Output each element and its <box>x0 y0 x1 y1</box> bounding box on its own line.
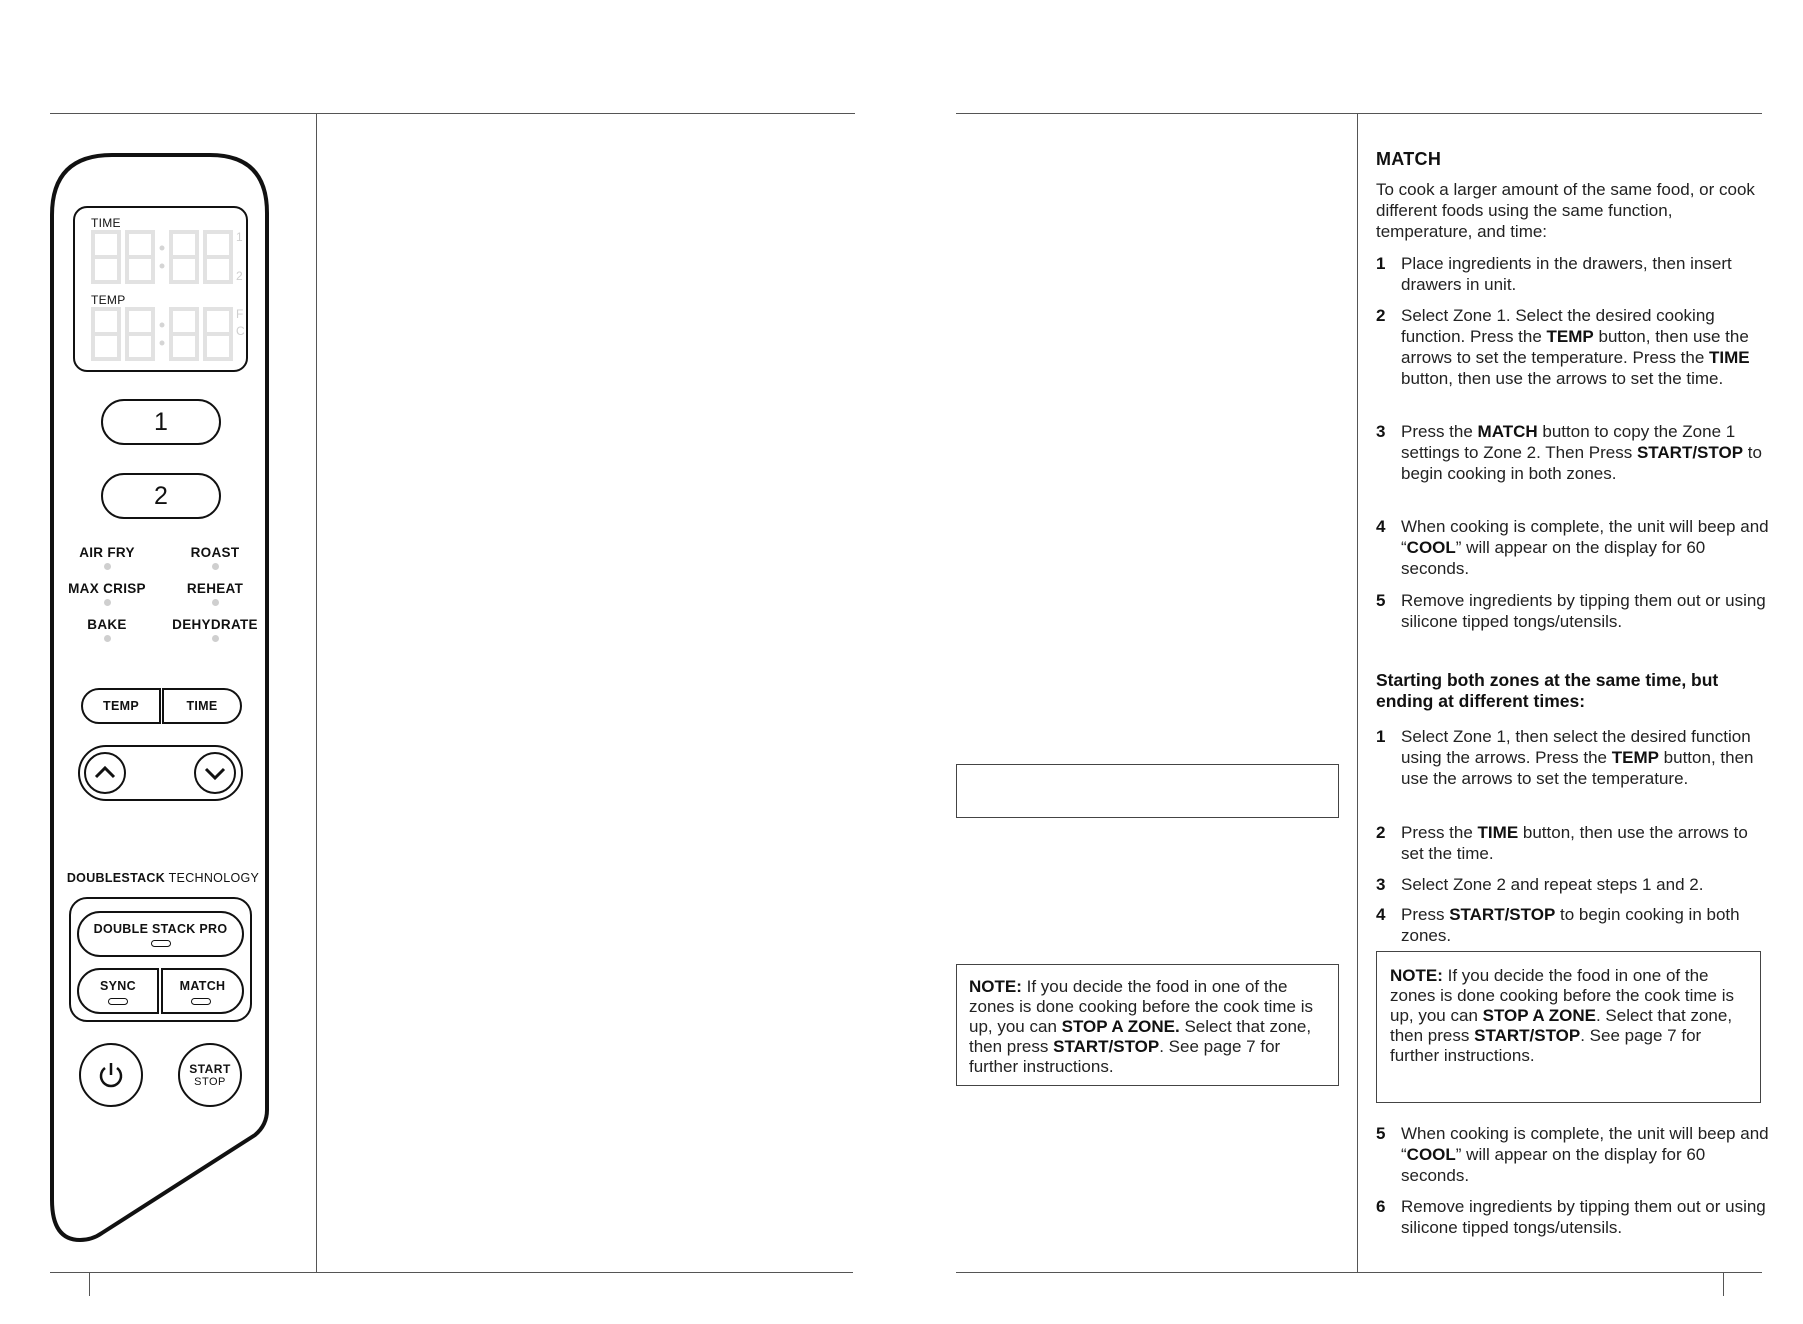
time-segments <box>91 230 241 286</box>
display-time-label: TIME <box>91 216 121 230</box>
match-led <box>191 998 211 1005</box>
reheat-led <box>212 599 219 606</box>
step-text: Remove ingredients by tipping them out or using silicone tipped tongs/utensils. <box>1401 591 1766 631</box>
step-number: 1 <box>1376 254 1386 273</box>
note-right-text3: . See page 7 for further instructions. <box>1390 1026 1702 1065</box>
sync-label: SYNC <box>100 979 136 993</box>
function-air-fry[interactable]: AIR FRY <box>79 545 135 560</box>
note-box-left <box>956 964 1339 1086</box>
stop-label: STOP <box>194 1075 226 1088</box>
different-times-heading: Starting both zones at the same time, but ending at different times: <box>1376 670 1719 711</box>
zone-1-button[interactable]: 1 <box>101 399 221 445</box>
step-text: Press the MATCH button to copy the Zone 1 settings to Zone 2. Then Press START/STOP to begin cooking in both zones. <box>1401 422 1762 483</box>
step-text: Place ingredients in the drawers, then insert drawers in unit. <box>1401 254 1732 294</box>
step-number: 3 <box>1376 875 1386 894</box>
note-left-text3: . See page 7 for further instructions. <box>969 1037 1281 1076</box>
step-text: Press the TIME button, then use the arrows to set the time. <box>1401 823 1748 863</box>
tech-rest: TECHNOLOGY <box>165 871 260 885</box>
zone-marker-1: 1 <box>236 230 243 244</box>
function-dehydrate[interactable]: DEHYDRATE <box>172 617 258 632</box>
power-button[interactable] <box>79 1043 143 1107</box>
temp-segments <box>91 307 241 363</box>
chevron-up-icon <box>93 761 117 785</box>
step-text: Press START/STOP to begin cooking in both zones. <box>1401 905 1740 945</box>
time-button[interactable]: TIME <box>162 688 242 724</box>
note-box-right <box>1376 951 1761 1103</box>
zone-marker-2: 2 <box>236 269 243 283</box>
note-right-bold2: STOP A ZONE <box>1482 1006 1596 1025</box>
note-left-bold1: NOTE: <box>969 977 1022 996</box>
double-stack-pro-label: DOUBLE STACK PRO <box>93 922 228 936</box>
note-right-bold3: START/STOP <box>1474 1026 1581 1045</box>
step-text: Select Zone 1, then select the desired function using the arrows. Press the TEMP button, then use the arrows to set the temperature. <box>1401 727 1754 788</box>
chevron-down-icon <box>203 761 227 785</box>
function-bake[interactable]: BAKE <box>87 617 127 632</box>
step-number: 1 <box>1376 727 1386 746</box>
match-intro: To cook a larger amount of the same food, or cook different foods using the same function, temperature, and time: <box>1376 180 1755 241</box>
start-stop-button[interactable] <box>178 1043 242 1107</box>
doublestack-technology-label <box>58 871 268 885</box>
function-roast[interactable]: ROAST <box>190 545 240 560</box>
max-crisp-led <box>104 599 111 606</box>
blank-callout-box <box>956 764 1339 818</box>
function-max-crisp[interactable]: MAX CRISP <box>68 581 146 596</box>
match-label: MATCH <box>179 979 226 993</box>
step-number: 4 <box>1376 905 1386 924</box>
note-right-text1: If you decide the food in one of the zones is done cooking before the cook time is up, you can <box>1390 966 1734 1025</box>
unit-marker-c: C <box>236 324 245 338</box>
sync-button[interactable] <box>77 968 159 1014</box>
roast-led <box>212 563 219 570</box>
temp-button[interactable]: TEMP <box>81 688 161 724</box>
match-heading: MATCH <box>1376 149 1442 169</box>
power-icon <box>96 1060 126 1090</box>
zone-2-button[interactable]: 2 <box>101 473 221 519</box>
temp-digits <box>91 307 241 368</box>
note-right-bold1: NOTE: <box>1390 966 1443 985</box>
display-temp-label: TEMP <box>91 293 126 307</box>
note-left-text1: If you decide the food in one of the zones is done cooking before the cook time is up, you can <box>969 977 1313 1036</box>
air-fry-led <box>104 563 111 570</box>
step-text: When cooking is complete, the unit will beep and “COOL” will appear on the display for 60 seconds. <box>1401 1124 1769 1185</box>
note-right-text2: . Select that zone, then press <box>1390 1006 1733 1045</box>
step-text: When cooking is complete, the unit will beep and “COOL” will appear on the display for 60 seconds. <box>1401 517 1769 578</box>
double-stack-pro-button[interactable] <box>77 911 244 957</box>
dehydrate-led <box>212 635 219 642</box>
double-stack-pro-led <box>151 940 171 947</box>
step-text: Remove ingredients by tipping them out or using silicone tipped tongs/utensils. <box>1401 1197 1766 1237</box>
step-number: 2 <box>1376 823 1386 842</box>
step-text: Select Zone 2 and repeat steps 1 and 2. <box>1401 875 1704 894</box>
bake-led <box>104 635 111 642</box>
down-arrow-button[interactable] <box>194 752 236 794</box>
time-digits <box>91 230 241 291</box>
tech-bold: DOUBLESTACK <box>66 871 166 885</box>
step-number: 3 <box>1376 422 1386 441</box>
function-reheat[interactable]: REHEAT <box>186 581 244 596</box>
note-left-bold3: START/STOP <box>1053 1037 1160 1056</box>
sync-led <box>108 998 128 1005</box>
step-text: Select Zone 1. Select the desired cooking function. Press the TEMP button, then use the arrows to set the temperature. Press the TIME button, then use the arrows to set the time. <box>1401 306 1750 388</box>
arrow-control <box>78 745 243 801</box>
match-button[interactable] <box>161 968 244 1014</box>
note-left-bold2: STOP A ZONE. <box>1061 1017 1180 1036</box>
step-number: 4 <box>1376 517 1386 536</box>
start-label: START <box>189 1061 231 1076</box>
step-number: 5 <box>1376 1124 1386 1143</box>
up-arrow-button[interactable] <box>84 752 126 794</box>
note-left-text2: Select that zone, then press <box>969 1017 1312 1056</box>
step-number: 2 <box>1376 306 1386 325</box>
step-number: 6 <box>1376 1197 1386 1216</box>
step-number: 5 <box>1376 591 1386 610</box>
unit-marker-f: F <box>236 307 244 321</box>
